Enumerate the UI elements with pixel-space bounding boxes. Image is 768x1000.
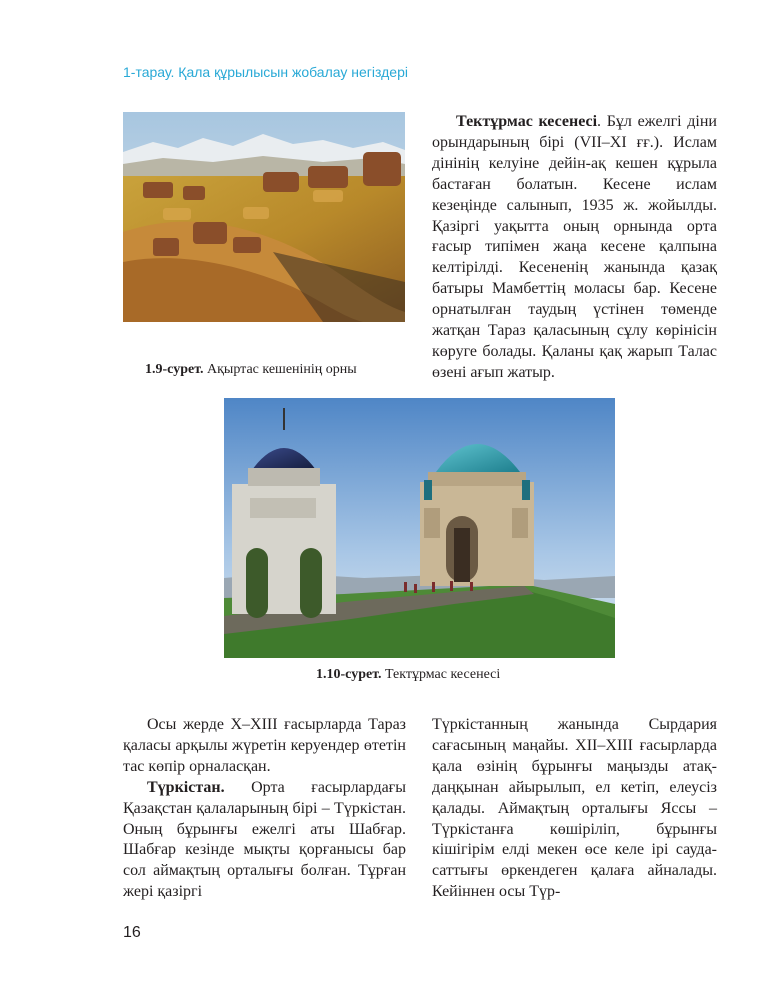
- turkistan-continuation: Түркістанның жанында Сырдария сағасының маңайы. XII–XIII ғасырларда қала өзінің бұрынғы маңызды атақ-даңқынан айырылып, ел кетіп, елеусіз қалады. Аймақтың орталығы Яссы – Түркістанға көшіріліп, бұрынғы кішігірім елді мекен өсе келе ірі сауда-саттығы өркендеген қалаға айналады. Кейіннен осы Түр-: [432, 716, 717, 901]
- page-number: 16: [123, 924, 141, 941]
- figure-label: 1.10-сурет.: [316, 667, 382, 682]
- photo-mausoleum-icon: [224, 398, 615, 658]
- figure-caption-text: Ақыртас кешенінің орны: [207, 362, 357, 377]
- bridge-paragraph: Осы жерде X–XIII ғасырларда Тараз қаласы арқылы жүретін керуендер өтетін тас көпір орналасқан.: [123, 716, 406, 775]
- figure-label: 1.9-сурет.: [145, 362, 204, 377]
- section-body: Орта ғасырлардағы Қазақстан қалаларының бірі – Түркістан. Оның бұрынғы ежелгі аты Шабғар. Шабғар кезінде мықты қорғанысы бар сол аймақтың орталығы болған. Тұрған жері қазіргі: [123, 778, 406, 901]
- figure-1-9-caption: [145, 362, 357, 378]
- photo-ruins-icon: [123, 112, 405, 322]
- running-head: 1-тарау. Қала құрылысын жобалау негіздері: [123, 64, 408, 80]
- bottom-right-column: [432, 715, 717, 903]
- figure-1-9-photo: [123, 112, 405, 322]
- figure-caption-text: Тектұрмас кесенесі: [385, 667, 501, 682]
- tekturmas-section: [432, 112, 717, 384]
- section-term: Түркістан.: [147, 778, 225, 796]
- figure-1-10-caption: [316, 667, 500, 683]
- section-term: Тектұрмас кесенесі: [456, 113, 598, 130]
- section-body: . Бұл ежелгі діни орындарының бірі (VII–XI ғғ.). Ислам дінінің келуіне дейін-ақ кешен құрыла бастаған болатын. Кесене ислам кезеңінде салынып, 1935 ж. жойылды. Қазіргі уақытта оның орнында орта ғасыр типімен жаңа кесене қалпына келтірілді. Кесененің жанында қазақ батыры Мамбеттің моласы бар. Кесене орнатылған таудың үстінен төменде жатқан Тараз қаласының сұлу көрінісін көруге болады. Қаланы қақ жарып Талас өзені ағып жатыр.: [432, 113, 717, 381]
- bottom-left-column: [123, 715, 406, 903]
- figure-1-10-photo: [224, 398, 615, 658]
